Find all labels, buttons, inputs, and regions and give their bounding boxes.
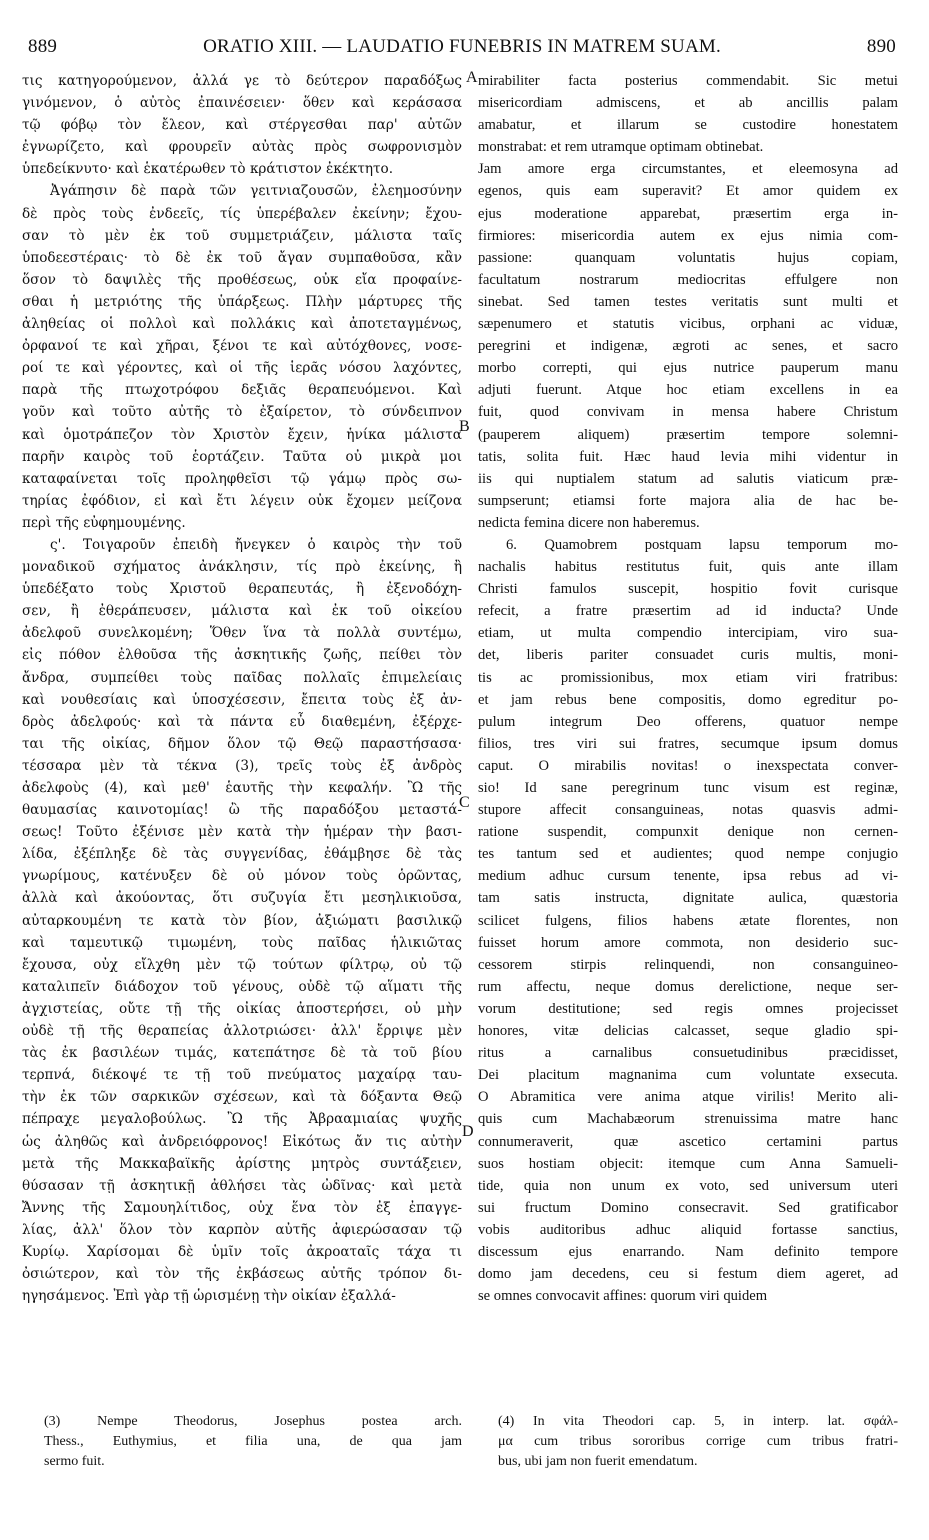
text-line: fuisset horum amore commota, non desiderio suc- — [478, 934, 898, 951]
text-line: τῷ φόβῳ τὸν ἔλεον, καὶ στέργεσθαι παρ' αὐτῶν — [22, 117, 462, 134]
footnote-3 — [44, 1412, 462, 1472]
text-line: μετὰ τῆς Μακκαβαϊκῆς ἀρίστης μητρὸς συντάξειεν, — [22, 1155, 462, 1172]
text-line: αὐταρκουμένη τε κατὰ τὸν βίον, ἀξιώματι βασιλικῷ — [22, 912, 462, 929]
text-line: λίδα, ἐξέπληξε δὲ τὰς συγγενίδας, ἐθάμβησε δὲ τὰς — [22, 846, 462, 863]
text-line: Κυρίῳ. Χαρίσομαι δὲ ὑμῖν τοῖς ἀκροαταῖς τάχα τι — [22, 1243, 462, 1260]
text-line: sinebat. Sed tamen testes veritatis sunt multi et — [478, 293, 898, 310]
text-line: καὶ νουθεσίαις καὶ ὑποσχέσεσιν, ἔπειτα τοὺς ἐξ ἀν- — [22, 691, 462, 708]
text-line: δὲ πρὸς τοὺς ἐνδεεῖς, τίς ὑπερέβαλεν ἐκείνην; ἔχου- — [22, 205, 462, 222]
text-line: ηγησάμενος. Ἐπὶ γὰρ τῇ ὡρισμένῃ τὴν οἰκίαν ἐξαλλά- — [22, 1288, 396, 1305]
text-line: Christi famulos suscepit, hospitio fovit curisque — [478, 581, 898, 598]
text-line: cessorem stirpis relinquendi, non consanguineo- — [478, 956, 898, 973]
text-line: θύσασαν τῇ ἀσκητικῇ ἀθλήσει τὰς ὠδῖνας· καὶ μετὰ — [22, 1177, 462, 1194]
text-line: ὑποδεεστέραις· τὸ δὲ ἐκ τοῦ ἄγαν συμπαθοῦσα, κἂν — [22, 249, 462, 266]
text-line: passione: quanquam voluntatis hujus copiam, — [478, 249, 898, 266]
text-line: monstrabat: et rem utramque optimam obtinebat. — [478, 139, 764, 156]
text-line: ritus a carnalibus consuetudinibus præcidisset, — [478, 1045, 898, 1062]
text-line: honores, vitæ delicias calcasset, seque gladio spi- — [478, 1023, 898, 1040]
text-line: facultatum nostrarum mediocritas effulgere non — [478, 271, 898, 288]
text-line: σεν, ἢ ἐθεράπευσεν, μάλιστα καὶ ἐκ τοῦ οἰκείου — [22, 603, 462, 620]
text-line: sumpserunt; etiamsi forte majora alia de hac be- — [478, 492, 898, 509]
text-line: τερπνά, διέκοψέ τε τῇ τοῦ πνεύματος μαχαίρᾳ ταυ- — [22, 1067, 462, 1084]
text-line: περὶ τῆς εὐφημουμένης. — [22, 514, 186, 531]
text-line: μα cum tribus sororibus corrige cum tribus fratri- — [498, 1434, 898, 1449]
text-line: γοῦν καὶ τοῦτο αὐτῆς τὸ ἐξαίρετον, τὸ σύνδειπνον — [22, 404, 462, 421]
text-line: se omnes convocavit affines: quorum viri quidem — [478, 1288, 768, 1305]
text-line: tis ac promissionibus, mox etiam viri fratribus: — [478, 669, 898, 686]
text-line: τέσσαρα μὲν τὰ τέκνα (3), τρεῖς τοὺς ἐξ ἀνδρὸς — [22, 757, 462, 774]
text-line: οὐδὲ τῇ τῆς θεραπείας ἀλλοτριώσει· ἀλλ' ἔρριψε μὲν — [22, 1023, 462, 1040]
text-line: pulum integrum Deo offerens, quatuor nempe — [478, 713, 898, 730]
text-line: suos hostiam objecit: itemque cum Anna Samueli- — [478, 1155, 898, 1172]
page-number-right: 890 — [866, 36, 896, 57]
text-line: καταφαίνεται τοῖς προληφθεῖσι τῷ γάμῳ πρὸς σω- — [22, 470, 462, 487]
text-line: misericordiam admiscens, et ab ancillis palam — [478, 95, 898, 112]
text-line: egenos, quis eam superavit? Et amor quidem ex — [478, 183, 898, 200]
text-line: vobis auditoribus adhuc aliquid fortasse sanctius, — [478, 1221, 898, 1238]
text-line: ejus moderatione apparebat, præsertim erga in- — [478, 205, 898, 222]
text-line: ὑπεδέξατο τοὺς Χριστοῦ θεραπευτάς, ἢ ἐξενοδόχη- — [22, 581, 462, 598]
text-line: nedicta femina dicere non haberemus. — [478, 514, 700, 531]
text-line: παρὰ τῆς πτωχοτρόφου δεξιᾶς θεραπευόμενοι. Καὶ — [22, 382, 462, 399]
section-marker-c: C — [459, 794, 470, 811]
text-line: iis qui nuptialem statum ad salutis viaticum præ- — [478, 470, 898, 487]
text-line: Jam amore erga circumstantes, et eleemosyna ad — [478, 161, 898, 178]
text-line: ὑπεδείκνυτο· καὶ ἑκατέρωθεν τὸ κράτιστον ἐκέκτητο. — [22, 161, 394, 178]
text-line: ἀδελφοῦ συνελκομένη; Ὅθεν ἵνα τὰ πολλὰ συντέμω, — [22, 625, 462, 642]
text-line: adjuti fuerunt. Atque hoc etiam excellens in ea — [478, 382, 898, 399]
text-line: tatis, solita fuit. Hæc haud levia mihi videntur in — [478, 448, 898, 465]
text-line: O Abramitica vere anima atque virilis! Merito ali- — [478, 1089, 898, 1106]
text-line: connumeraverit, quæ ascetico certamini partus — [478, 1133, 898, 1150]
text-line: etiam, ut multa compendio intercipiam, viro sua- — [478, 625, 898, 642]
text-line: vorum destitutione; sed regis omnes projecisset — [478, 1000, 898, 1017]
text-line: (3) Nempe Theodorus, Josephus postea arch. — [44, 1414, 462, 1429]
text-line: scilicet fulgens, filios habens ætate florentes, non — [478, 912, 898, 929]
section-marker-d: D — [462, 1123, 474, 1140]
text-line: γνωρίμους, κατένυξεν δὲ οὐ μόνον τοὺς ὁρῶντας, — [22, 868, 462, 885]
text-line: ὡς ἀληθῶς καὶ ἀνδρειόφρονος! Εἰκότως ἄν τις αὐτὴν — [22, 1133, 462, 1150]
text-line: nachalis habitus restitutus fuit, quis ante illam — [478, 559, 898, 576]
text-line: καὶ ταμευτικῷ τιμωμένη, τοὺς παῖδας ἡλικιῶτας — [22, 934, 462, 951]
text-line: ται τῆς οἰκίας, δῆμον ὅλον τῷ Θεῷ παραστήσασα· — [22, 735, 462, 752]
text-line: filios, tres viri sui fratres, secumque ipsum domus — [478, 735, 898, 752]
text-line: ἔχουσα, οὐχ εἴλχθη μὲν τῷ τούτων φίλτρῳ, οὐ τῷ — [22, 956, 462, 973]
text-line: mirabiliter facta posterius commendabit. Sic metui — [478, 73, 898, 89]
text-line: ς'. Τοιγαροῦν ἐπειδὴ ἤνεγκεν ὁ καιρὸς τὴν τοῦ — [50, 536, 462, 553]
text-line: ὅσον τὸ δαψιλὲς τῆς προθέσεως, οὐκ εἴα προφαίνε- — [22, 271, 462, 288]
running-title: ORATIO XIII. — LAUDATIO FUNEBRIS IN MATREM SUAM. — [203, 36, 721, 57]
text-line: σθαι ἡ μετριότης τῆς ὑπάρξεως. Πλὴν μάρτυρες τῆς — [22, 293, 462, 310]
text-line: Ἄννης τῆς Σαμουηλίτιδος, οὐχ ἕνα τὸν ἐξ ἐπαγγε- — [22, 1199, 462, 1216]
greek-text-column — [22, 70, 462, 1307]
text-line: γινόμενον, ὁ αὐτὸς ἐπαινέσειεν· ὅθεν καὶ κεράσασα — [22, 95, 462, 112]
footnote-4 — [498, 1412, 898, 1472]
text-line: Dei placitum magnanima cum voluntate exsecuta. — [478, 1067, 898, 1084]
text-line: παρῆν καιρὸς τοῦ ἑορτάζειν. Ταῦτα οὐ μικρὰ μοι — [22, 448, 462, 465]
text-line: τὴν ἐκ τῶν σαρκικῶν σχέσεων, καὶ τὰ δόξαντα Θεῷ — [22, 1089, 462, 1106]
text-line: ἄνδρα, συμπείθει τοὺς παῖδας πολλαῖς ἐπιμελείαις — [22, 669, 462, 686]
text-line: ἐγνωρίζετο, καὶ φρουρεῖν αὐτὰς πρὸς σωφρονισμὸν — [22, 139, 462, 156]
text-line: πέπραχε μεγαλοβούλως. Ὢ τῆς Ἀβρααμιαίας ψυχῆς — [22, 1111, 462, 1128]
text-line: ratione suspendit, compunxit denique non cernen- — [478, 824, 898, 841]
section-marker-a: A — [466, 69, 478, 86]
text-line: et jam rebus bene compositis, domo egreditur po- — [478, 691, 898, 708]
text-line: stupore affecit consanguineas, notas quasvis admi- — [478, 802, 898, 819]
text-line: μοναδικοῦ σχήματος ἀνάκλησιν, τίς πρὸ ἐκείνης, ἢ — [22, 559, 462, 576]
text-line: tide, quia non unum ex voto, sed universum uteri — [478, 1177, 898, 1194]
text-line: ὀσιώτερον, καὶ τὸν τῆς ἐκβάσεως αὐτῆς τρόπον δι- — [22, 1266, 462, 1283]
text-line: 6. Quamobrem postquam lapsu temporum mo- — [506, 536, 898, 553]
text-line: sæpenumero et statutis vicibus, orphani ac viduæ, — [478, 316, 898, 333]
text-line: det, liberis pariter consuadet curis multis, moni- — [478, 647, 898, 664]
text-line: rum affectu, neque domus derelictione, neque ser- — [478, 978, 898, 995]
text-line: tam satis instructa, dignitate aulica, quæstoria — [478, 890, 898, 907]
text-line: bus, ubi jam non fuerit emendatum. — [498, 1454, 698, 1469]
text-line: (pauperem aliquem) præsertim tempore solemni- — [478, 426, 898, 443]
text-line: ἀληθείας οἱ πολλοὶ καὶ πολλάκις καὶ ἀποτεταγμένως, — [22, 316, 462, 333]
text-line: καὶ ὁμοτράπεζον τὸν Χριστὸν ἔχειν, ἡνίκα μάλιστα — [22, 426, 462, 443]
text-line: ὀρφανοί τε καὶ χῆραι, ξένοι τε καὶ αὐτόχθονες, νοσε- — [22, 338, 462, 355]
page-header — [28, 36, 896, 66]
text-line: sermo fuit. — [44, 1454, 105, 1469]
text-line: quis cum Machabæorum strenuissima matre hanc — [478, 1111, 898, 1128]
text-line: sio! Id sane peregrinum tunc visum est reginæ, — [478, 780, 898, 796]
text-line: sui fructum Domino consecravit. Sed gratificabor — [478, 1199, 898, 1216]
text-line: δρὸς ἀδελφούς· καὶ τὰ πάντα εὖ διαθεμένη, ἐξέρχε- — [22, 713, 462, 730]
text-line: ἀγχιστείας, οὔτε τῇ τῆς οἰκίας ἀποστερήσει, οὐ μὴν — [22, 1000, 462, 1017]
text-line: medium adhuc cursum tenente, ipsa rebus ad vi- — [478, 868, 898, 885]
text-line: ἀλλὰ καὶ ἀκούοντας, ὅτι συζυγία ἔτι μεσηλικιοῦσα, — [22, 890, 462, 907]
text-line: fuit, quod convivam in mensa habere Christum — [478, 404, 898, 421]
text-line: εἰς πόθον ἐλθοῦσα τῆς ἀσκητικῆς ζωῆς, πείθει τὸν — [22, 647, 462, 664]
text-line: refecit, a fratre præsertim ad id inducta? Unde — [478, 603, 898, 620]
text-line: discessum ejus enarrando. Nam definito tempore — [478, 1243, 898, 1260]
text-line: θαυμασίας καινοτομίας! ὢ τῆς παραδόξου μεταστά- — [22, 802, 462, 819]
text-line: τὰς ἐκ βασιλέων τιμάς, κατεπάτησε δὲ τὰ τοῦ βίου — [22, 1045, 462, 1062]
text-line: amabatur, et illarum se custodire honestatem — [478, 117, 898, 134]
text-line: tes tantum sed et audientes; quod nempe conjugio — [478, 846, 898, 863]
text-line: morbo correpti, qui ejus nutrice pauperum manu — [478, 360, 898, 377]
section-marker-b: B — [459, 418, 470, 435]
text-line: Ἀγάπησιν δὲ παρὰ τῶν γειτνιαζουσῶν, ἐλεημοσύνην — [50, 183, 462, 200]
text-line: caput. O mirabilis novitas! o inexspectata conver- — [478, 757, 898, 774]
text-line: (4) In vita Theodori cap. 5, in interp. lat. σφάλ- — [498, 1414, 898, 1429]
text-line: firmiores: misericordia autem ex ejus nimia com- — [478, 227, 898, 244]
text-line: peregrini et indigenæ, ægroti ac senes, et sacro — [478, 338, 898, 355]
text-line: τηρίας ἐφόδιον, εἰ καὶ ἔτι λέγειν οὐκ ἔχομεν μείζονα — [22, 492, 462, 509]
text-line: λίας, ἀλλ' ὅλον τὸν καρπὸν αὐτῆς ἀφιερώσασαν τῷ — [22, 1221, 462, 1238]
text-line: τις κατηγορούμενον, ἀλλά γε τὸ δεύτερον παραδόξως — [22, 73, 462, 89]
text-line: σεως! Τοῦτο ἐξένισε μὲν κατὰ τὴν ἡμέραν τὴν βασι- — [22, 824, 462, 841]
latin-text-column — [478, 70, 898, 1307]
text-line: ἀδελφοὺς (4), καὶ μεθ' ἑαυτῆς τὴν κεφαλήν. Ὢ τῆς — [22, 780, 462, 796]
text-line: καταλιπεῖν διάδοχον τοῦ γένους, οὐδὲ τῷ αἵματι τῆς — [22, 978, 462, 995]
text-line: ροί τε καὶ γέροντες, καὶ οἱ τῆς ἱερᾶς νόσου λαχόντες, — [22, 360, 462, 377]
text-line: domo jam decedens, ceu si festum diem ageret, ad — [478, 1266, 898, 1283]
text-line: σαν τὸ μὲν ἐκ τοῦ συμμετριάζειν, μάλιστα ταῖς — [22, 227, 462, 244]
page-number-left: 889 — [28, 36, 58, 57]
text-line: Thess., Euthymius, et filia una, de qua jam — [44, 1434, 462, 1449]
